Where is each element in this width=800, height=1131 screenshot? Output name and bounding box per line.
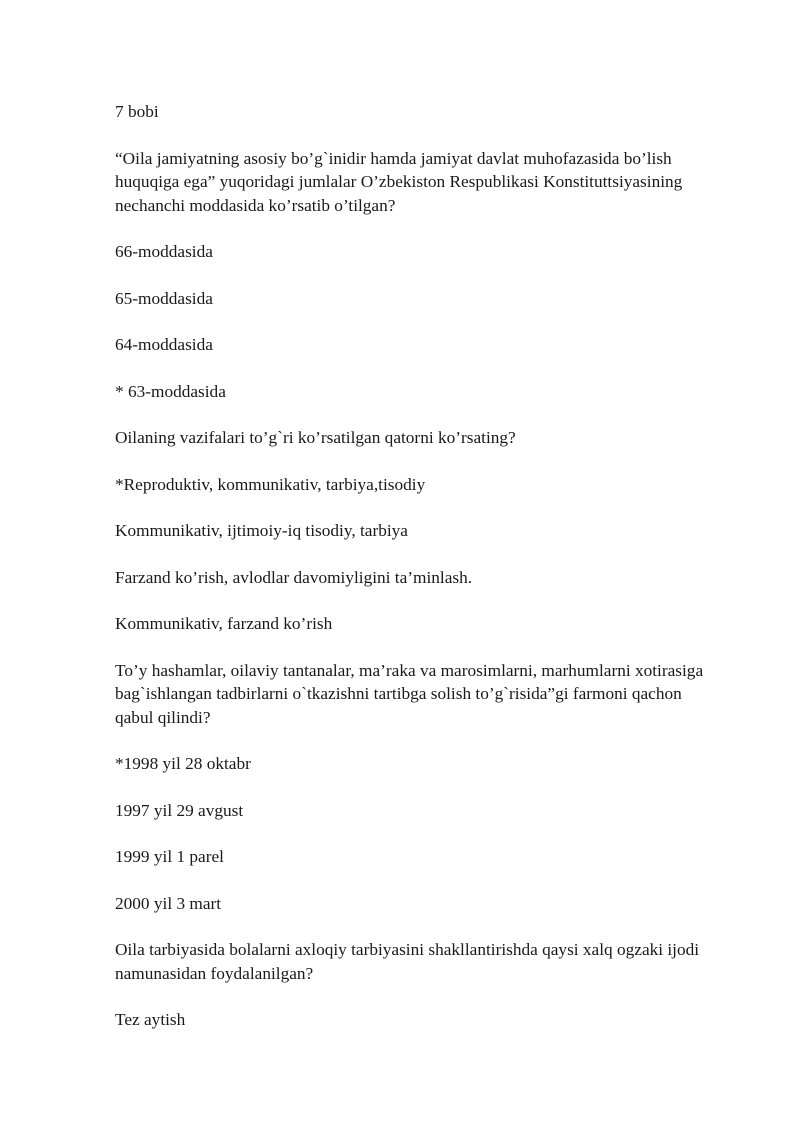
q2-option-2: Kommunikativ, ijtimoiy-iq tisodiy, tarbiya — [115, 521, 408, 540]
question-1: “Oila jamiyatning asosiy bo’g`inidir hamda jamiyat davlat muhofazasida bo’lish huquqiga ega” yuqoridagi jumlalar O’zbekiston Respublikasi Konstituttsiyasining nechanchi moddasida ko’rsatib o’tilgan? — [115, 148, 683, 215]
q2-option-4: Kommunikativ, farzand ko’rish — [115, 614, 333, 633]
q3-option-2: 1997 yil 29 avgust — [115, 800, 244, 820]
question-3: To’y hashamlar, oilaviy tantanalar, ma’raka va marosimlarni, marhumlarni xotirasiga bag`ishlangan tadbirlarni o`tkazishni tartibga solish to’g`risida”gi farmoni qachon qabul qilindi? — [115, 660, 704, 727]
q3-option-4: 2000 yil 3 mart — [115, 893, 222, 913]
q3-option-3: 1999 yil 1 parel — [115, 847, 224, 866]
q3-option-1-correct: *1998 yil 28 oktabr — [115, 754, 251, 773]
chapter-heading: 7 bobi — [115, 102, 159, 121]
q4-option-1: Tez aytish — [115, 1010, 186, 1029]
q1-option-3: 64-moddasida — [115, 335, 213, 354]
question-2: Oilaning vazifalari to’g`ri ko’rsatilgan qatorni ko’rsating? — [115, 428, 516, 447]
q2-option-1-correct: *Reproduktiv, kommunikativ, tarbiya,tisodiy — [115, 474, 426, 494]
q1-option-4-correct: * 63-moddasida — [115, 381, 226, 401]
question-4: Oila tarbiyasida bolalarni axloqiy tarbiyasini shakllantirishda qaysi xalq ogzaki ijodi namunasidan foydalanilgan? — [115, 940, 700, 983]
q1-option-2: 65-moddasida — [115, 288, 213, 308]
q2-option-3: Farzand ko’rish, avlodlar davomiyligini ta’minlash. — [115, 567, 473, 587]
q1-option-1: 66-moddasida — [115, 242, 213, 261]
document-body — [115, 100, 715, 1055]
